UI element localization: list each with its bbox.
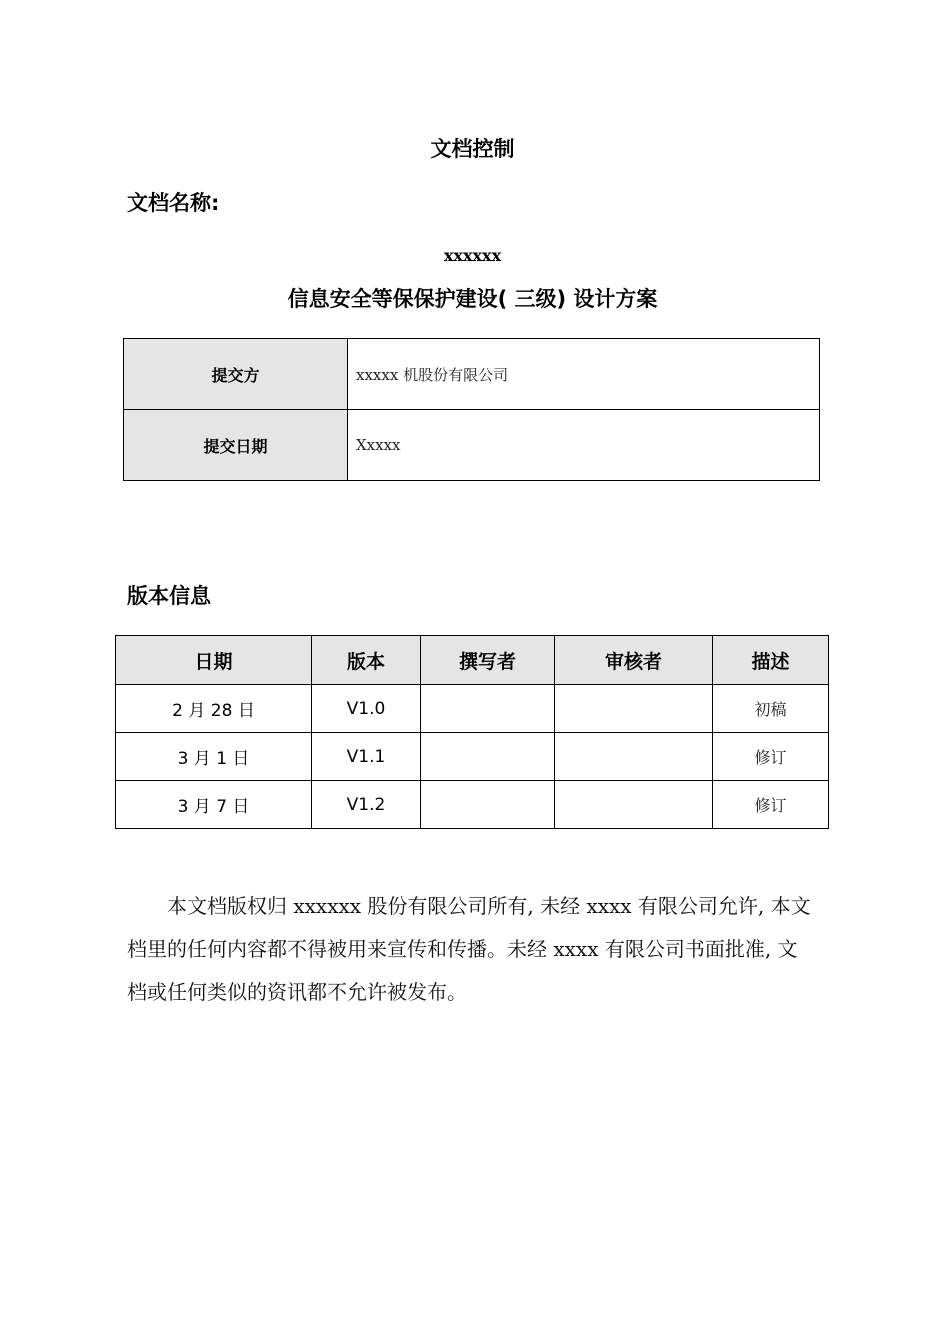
submit-date-label: 提交日期 <box>124 410 348 481</box>
cell-version: V1.0 <box>312 685 421 733</box>
version-history-table <box>115 635 829 829</box>
document-name-label: 文档名称: <box>127 191 220 215</box>
submit-row-submitter <box>124 339 820 410</box>
column-header-version: 版本 <box>312 636 421 685</box>
cell-date: 2 月 28 日 <box>116 685 312 733</box>
version-table-header <box>116 636 829 685</box>
cell-author <box>421 733 555 781</box>
version-info-heading: 版本信息 <box>127 584 211 608</box>
column-header-author: 撰写者 <box>421 636 555 685</box>
submitter-label: 提交方 <box>124 339 348 410</box>
cell-author <box>421 685 555 733</box>
document-subject: 信息安全等保保护建设( 三级) 设计方案 <box>287 287 658 311</box>
column-header-date: 日期 <box>116 636 312 685</box>
cell-version: V1.2 <box>312 781 421 829</box>
document-company-placeholder: xxxxxx <box>443 246 502 265</box>
column-header-reviewer: 审核者 <box>555 636 713 685</box>
cell-description: 修订 <box>713 733 829 781</box>
table-row <box>116 685 829 733</box>
column-header-description: 描述 <box>713 636 829 685</box>
table-row <box>116 781 829 829</box>
cell-reviewer <box>555 685 713 733</box>
document-title: 文档控制 <box>430 137 515 161</box>
cell-author <box>421 781 555 829</box>
submit-date-value: Xxxxx <box>348 410 820 481</box>
cell-reviewer <box>555 781 713 829</box>
cell-reviewer <box>555 733 713 781</box>
cell-description: 修订 <box>713 781 829 829</box>
cell-version: V1.1 <box>312 733 421 781</box>
table-row <box>116 733 829 781</box>
submit-row-date <box>124 410 820 481</box>
copyright-notice: 本文档版权归 xxxxxx 股份有限公司所有, 未经 xxxx 有限公司允许, 本文档里的任何内容都不得被用来宣传和传播。未经 xxxx 有限公司书面批准, 文档或任何类似的资讯都不允许被发布。 <box>127 894 811 1004</box>
submit-info-table <box>123 338 820 481</box>
cell-date: 3 月 7 日 <box>116 781 312 829</box>
submitter-value: xxxxx 机股份有限公司 <box>348 339 820 410</box>
cell-description: 初稿 <box>713 685 829 733</box>
cell-date: 3 月 1 日 <box>116 733 312 781</box>
